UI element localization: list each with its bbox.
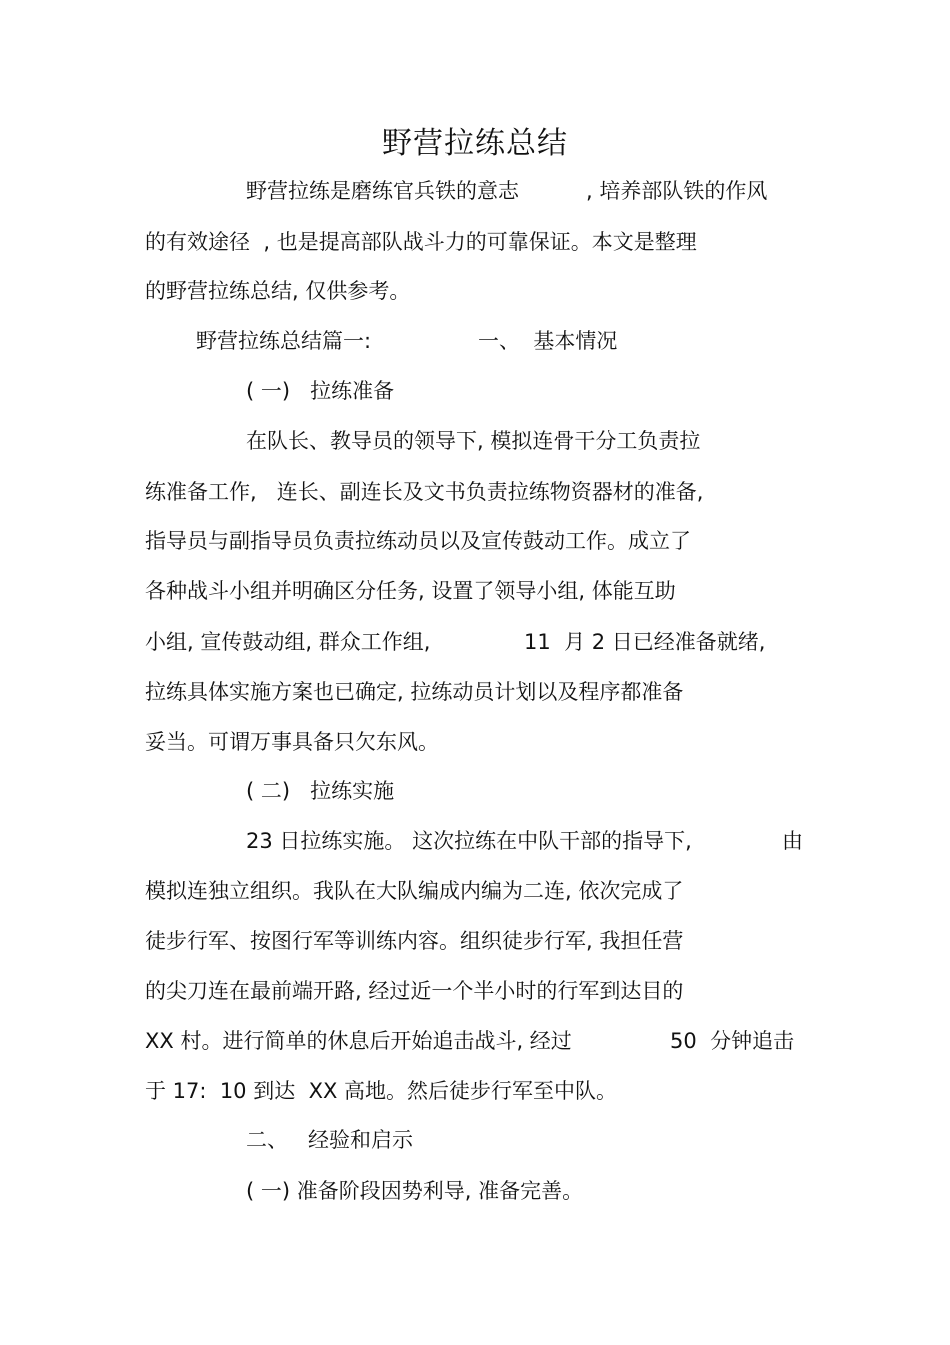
paragraph-line: 50 分钟追击 (670, 1029, 795, 1053)
paragraph-line: 11 月 2 日已经准备就绪, (524, 630, 766, 654)
paragraph-line: 的尖刀连在最前端开路, 经过近一个半小时的行军到达目的 (145, 979, 684, 1003)
paragraph-line: 于 17: 10 到达 XX 高地。然后徒步行军至中队。 (145, 1079, 618, 1103)
paragraph-line: 各种战斗小组并明确区分任务, 设置了领导小组, 体能互助 (145, 579, 676, 603)
section-heading-line: 一、 基本情况 (478, 329, 618, 353)
paragraph-line: XX 村。进行简单的休息后开始追击战斗, 经过 (145, 1029, 572, 1053)
document-title: 野营拉练总结 (382, 126, 568, 161)
subsection-heading-line: ( 一) 准备阶段因势利导, 准备完善。 (246, 1179, 584, 1203)
section-heading-line: 二、 经验和启示 (246, 1128, 414, 1152)
subsection-heading-line: ( 二) 拉练实施 (246, 779, 395, 803)
paragraph-line: 由 (782, 829, 803, 853)
paragraph-line: 在队长、教导员的领导下, 模拟连骨干分工负责拉 (246, 429, 701, 453)
paragraph-line: 野营拉练是磨练官兵铁的意志 (246, 179, 519, 203)
paragraph-line: 的野营拉练总结, 仅供参考。 (145, 279, 411, 303)
paragraph-line: 的有效途径 , 也是提高部队战斗力的可靠保证。本文是整理 (145, 230, 697, 254)
paragraph-line: 妥当。可谓万事具备只欠东风。 (145, 730, 439, 754)
paragraph-line: 练准备工作, 连长、副连长及文书负责拉练物资器材的准备, (145, 480, 704, 504)
subsection-heading-line: ( 一) 拉练准备 (246, 379, 395, 403)
paragraph-line: 徒步行军、按图行军等训练内容。组织徒步行军, 我担任营 (145, 929, 684, 953)
paragraph-line: 模拟连独立组织。我队在大队编成内编为二连, 依次完成了 (145, 879, 684, 903)
paragraph-line: , 培养部队铁的作风 (586, 179, 768, 203)
paragraph-line: 指导员与副指导员负责拉练动员以及宣传鼓动工作。成立了 (145, 529, 691, 553)
section-heading-line: 野营拉练总结篇一: (196, 329, 372, 353)
paragraph-line: 拉练具体实施方案也已确定, 拉练动员计划以及程序都准备 (145, 680, 684, 704)
paragraph-line: 小组, 宣传鼓动组, 群众工作组, (145, 630, 431, 654)
paragraph-line: 23 日拉练实施。 这次拉练在中队干部的指导下, (246, 829, 692, 853)
